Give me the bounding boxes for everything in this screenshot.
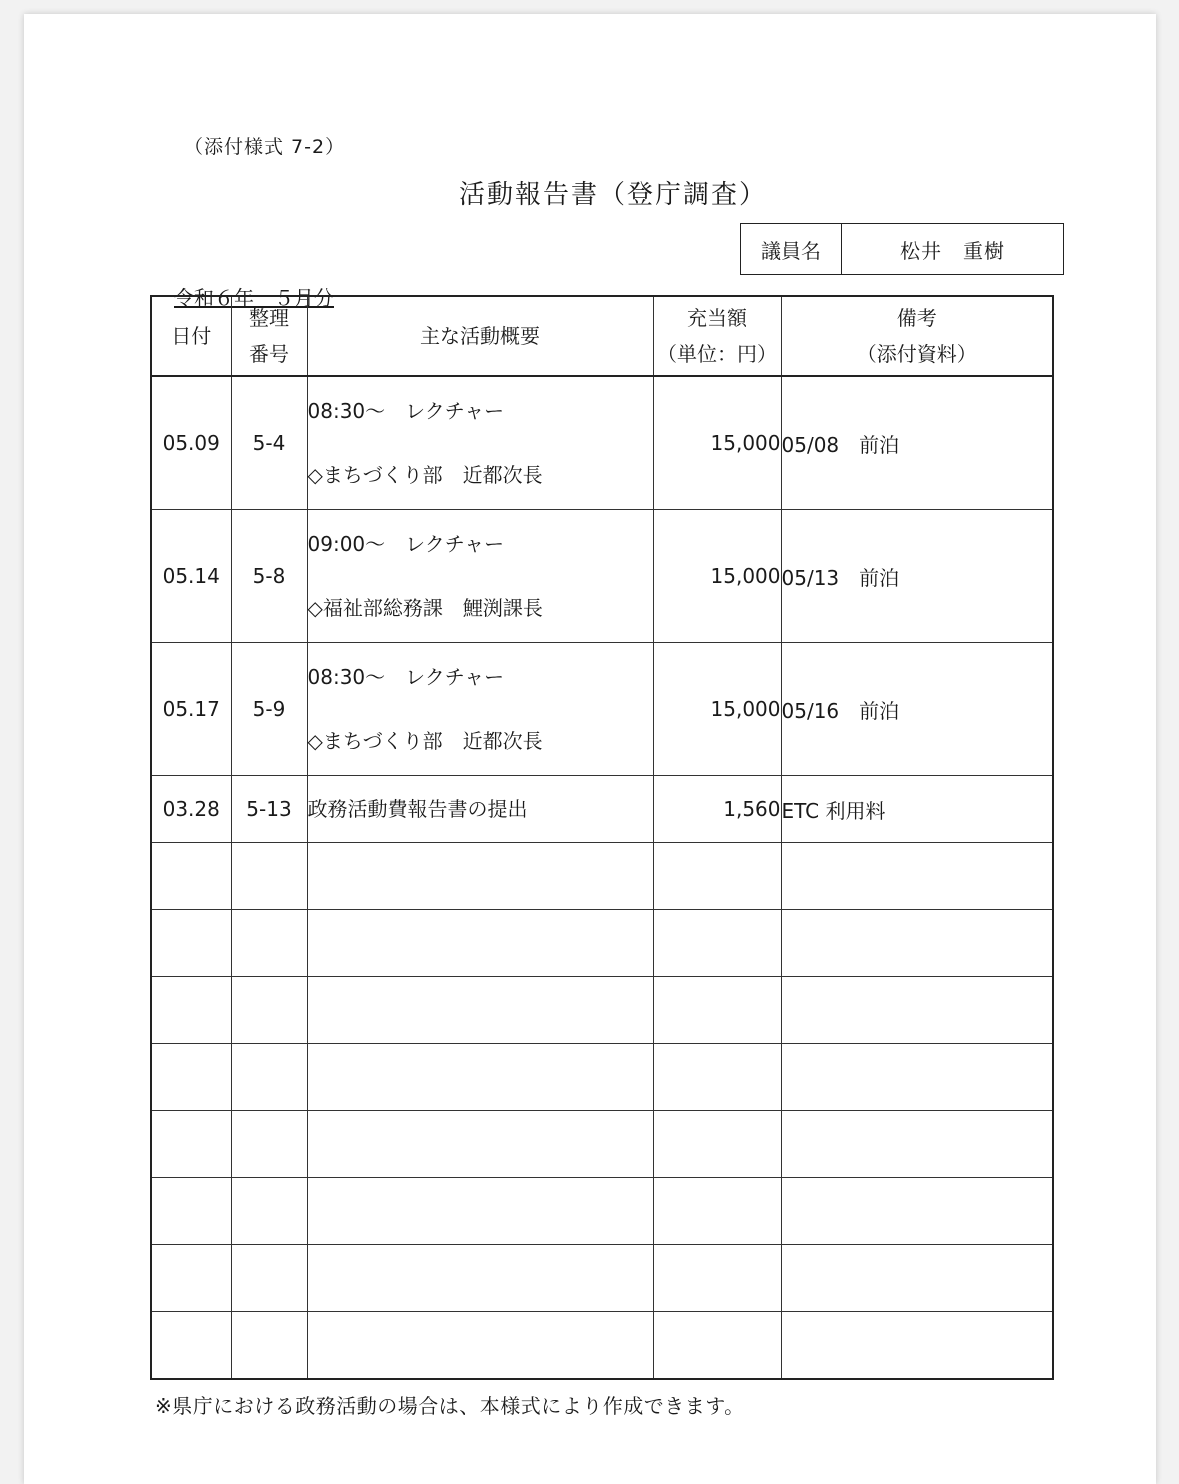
- row-number: 5-8: [231, 510, 307, 643]
- row-date: 05.14: [151, 510, 231, 643]
- member-label: 議員名: [741, 224, 842, 274]
- empty-table-row: [151, 1044, 1053, 1111]
- activity-line1: 09:00～ レクチャー: [307, 532, 505, 556]
- member-name: 松井 重樹: [900, 238, 1005, 263]
- row-number: 5-13: [231, 776, 307, 843]
- table-row: [151, 510, 1053, 643]
- table-row: [151, 643, 1053, 776]
- empty-table-row: [151, 910, 1053, 977]
- header-amount-line1: 充当額: [687, 306, 747, 330]
- header-date: 日付: [151, 296, 231, 376]
- table-row: [151, 376, 1053, 510]
- header-number-line2: 番号: [249, 342, 289, 366]
- member-name-box: [740, 223, 1064, 275]
- activity-line1: 政務活動費報告書の提出: [307, 797, 528, 821]
- header-amount: [653, 296, 781, 376]
- form-identifier: （添付様式 7-2）: [184, 136, 346, 158]
- header-activity: 主な活動概要: [307, 296, 653, 376]
- header-note-line1: 備考: [896, 306, 937, 330]
- footnote: ※県庁における政務活動の場合は、本様式により作成できます。: [155, 1394, 745, 1418]
- row-activity: [307, 510, 653, 643]
- row-date: 05.09: [151, 376, 231, 510]
- activity-line2: ◇まちづくり部 近都次長: [307, 729, 543, 753]
- document-title: 活動報告書（登庁調査）: [459, 180, 768, 210]
- empty-table-row: [151, 1178, 1053, 1245]
- row-note: 05/08 前泊: [781, 376, 1053, 510]
- row-date: 05.17: [151, 643, 231, 776]
- row-amount: 1,560: [653, 776, 781, 843]
- empty-table-row: [151, 1245, 1053, 1312]
- row-amount: 15,000: [653, 376, 781, 510]
- row-activity: [307, 376, 653, 510]
- row-activity: [307, 643, 653, 776]
- table-row: [151, 776, 1053, 843]
- activity-line1: 08:30～ レクチャー: [307, 665, 505, 689]
- empty-table-row: [151, 1312, 1053, 1380]
- activity-line2: ◇福祉部総務課 鯉渕課長: [307, 596, 543, 620]
- empty-table-row: [151, 977, 1053, 1044]
- row-activity: [307, 776, 653, 843]
- activity-report-table: [150, 295, 1054, 1380]
- row-note: ETC 利用料: [781, 776, 1053, 843]
- row-date: 03.28: [151, 776, 231, 843]
- row-amount: 15,000: [653, 510, 781, 643]
- row-note: 05/16 前泊: [781, 643, 1053, 776]
- header-number-line1: 整理: [249, 306, 289, 330]
- header-number: [231, 296, 307, 376]
- activity-line1: 08:30～ レクチャー: [307, 399, 505, 423]
- row-note: 05/13 前泊: [781, 510, 1053, 643]
- empty-table-row: [151, 1111, 1053, 1178]
- report-period: 令和６年 ５月分: [174, 286, 334, 310]
- table-header-row: [151, 296, 1053, 376]
- row-number: 5-4: [231, 376, 307, 510]
- activity-line2: ◇まちづくり部 近都次長: [307, 463, 543, 487]
- header-note-line2: （添付資料）: [856, 342, 977, 366]
- row-number: 5-9: [231, 643, 307, 776]
- header-note: [781, 296, 1053, 376]
- row-amount: 15,000: [653, 643, 781, 776]
- empty-table-row: [151, 843, 1053, 910]
- header-amount-line2: （単位：円）: [657, 342, 777, 366]
